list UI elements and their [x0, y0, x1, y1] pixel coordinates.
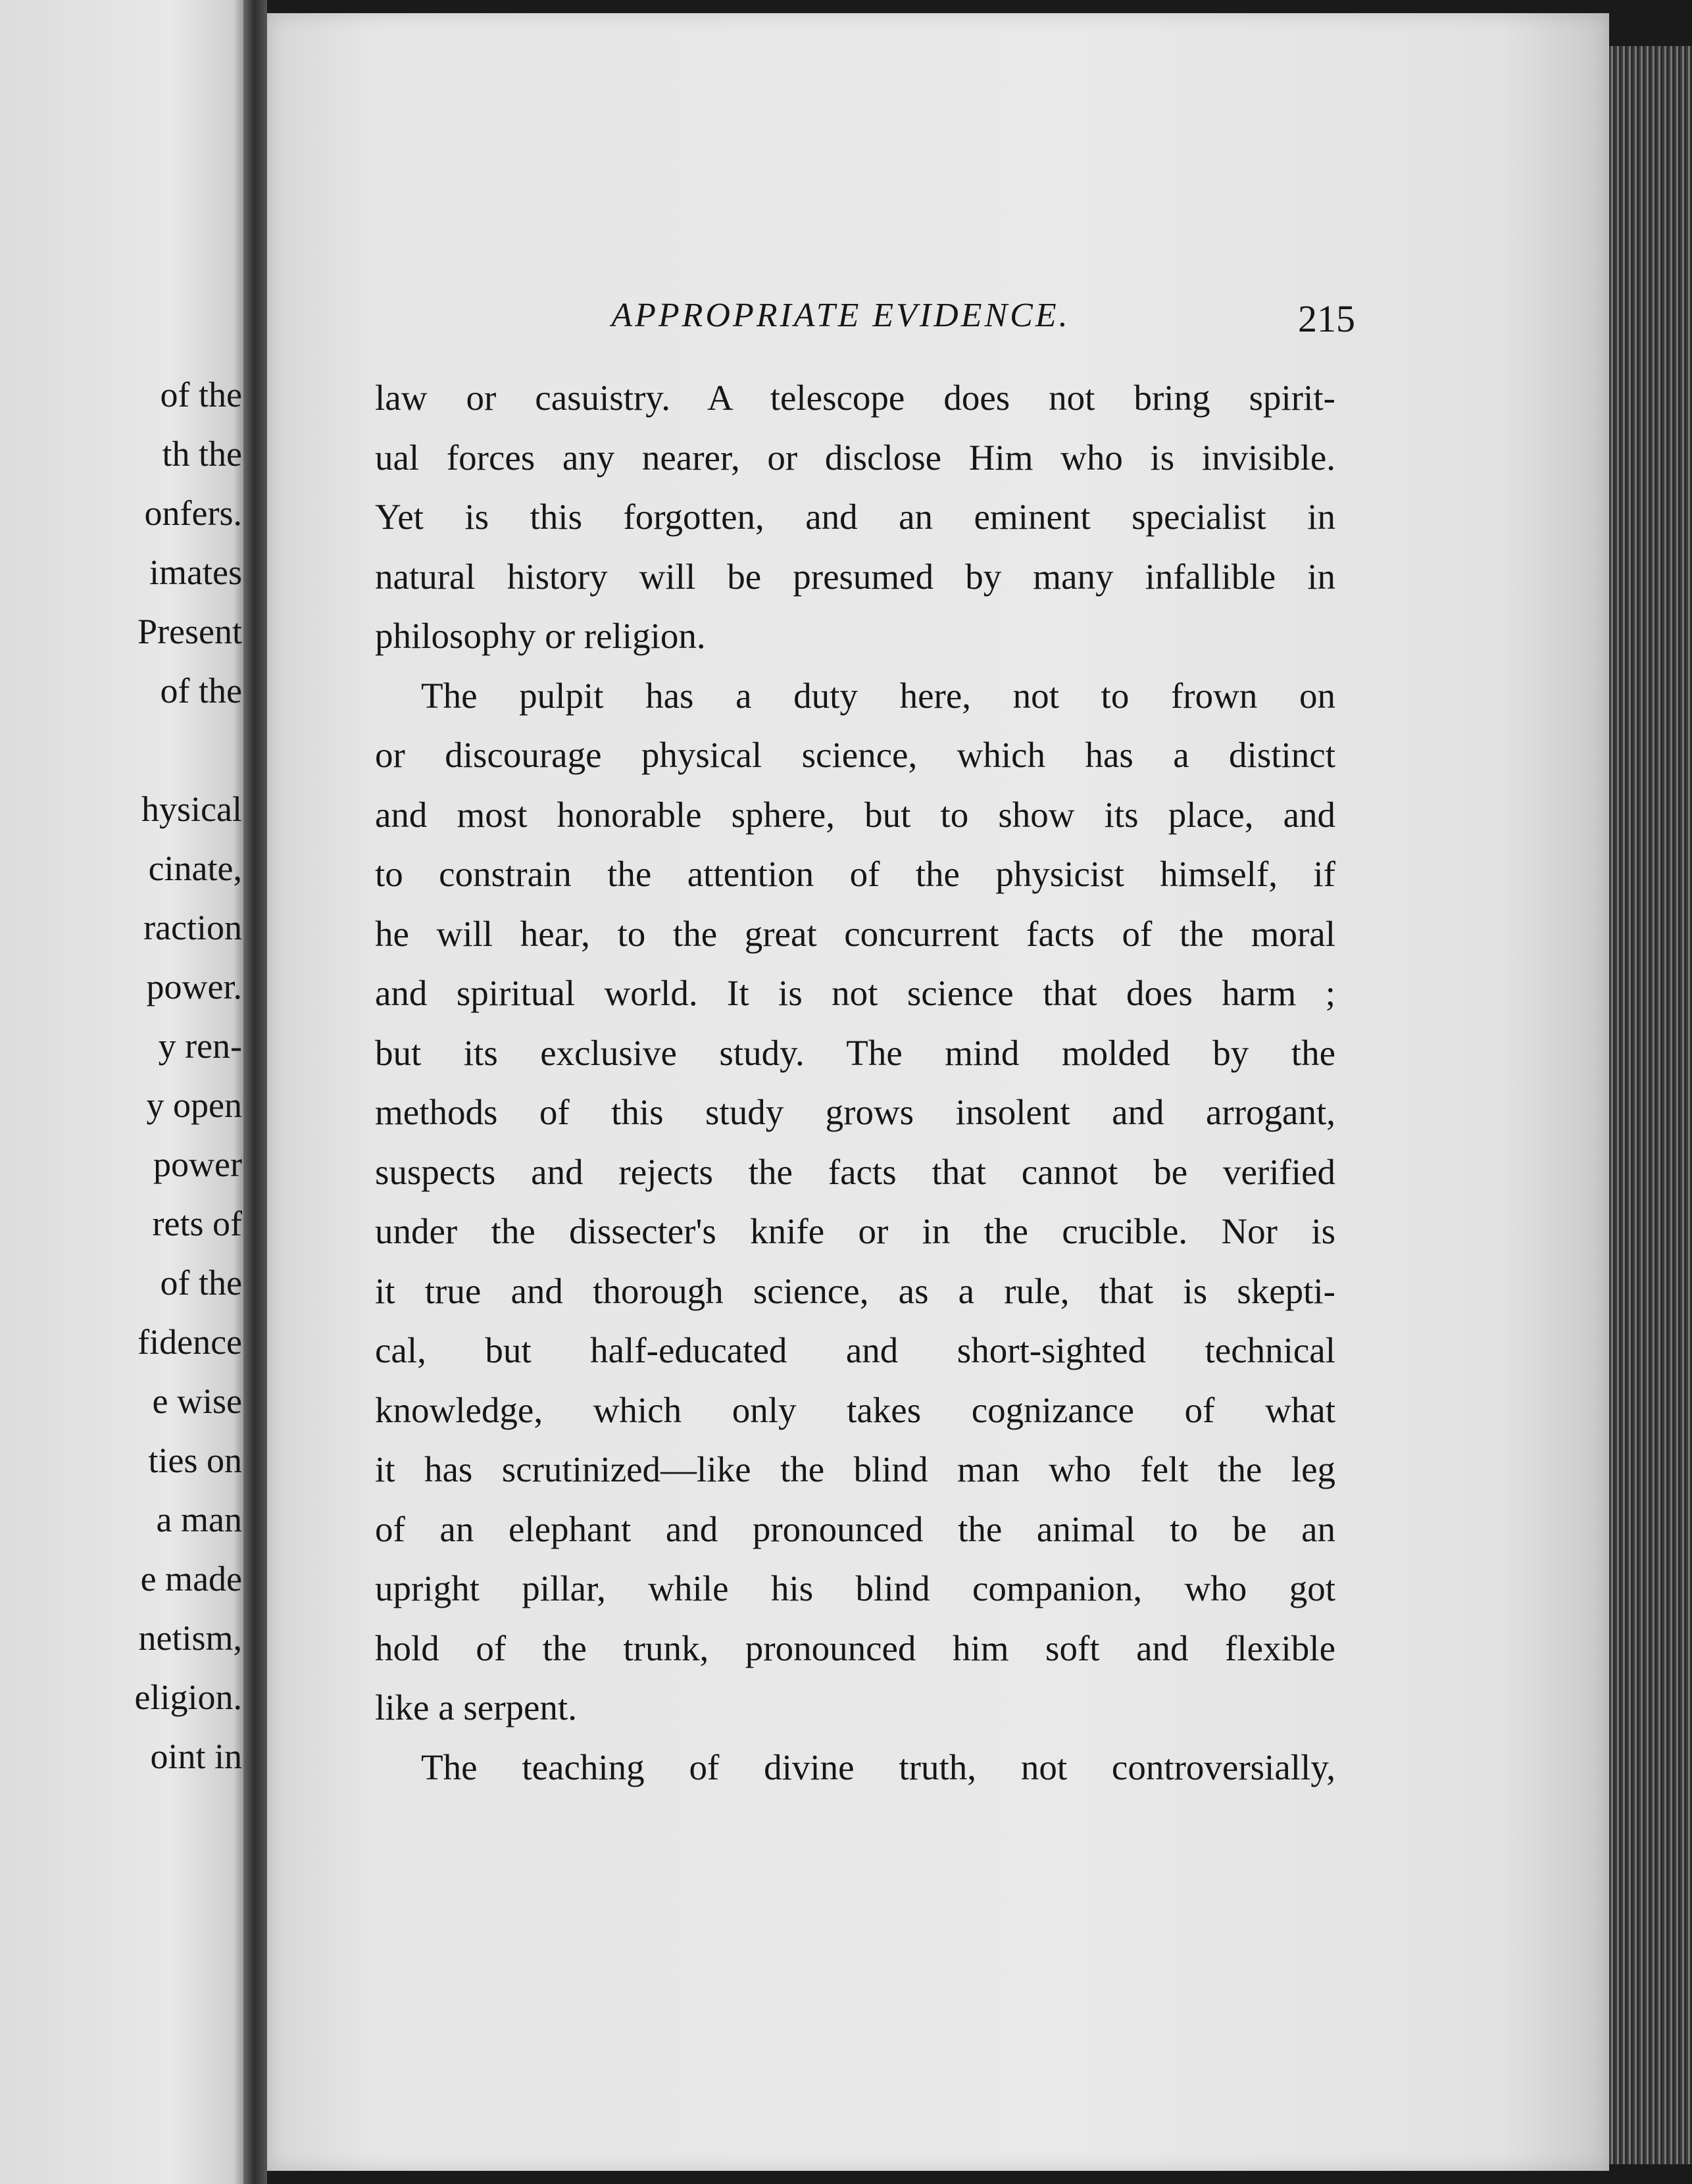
text-line: hold of the trunk, pronounced him soft and flexible	[375, 1627, 1335, 1668]
text-line: upright pillar, while his blind companion, who got	[375, 1568, 1335, 1608]
facing-line: of the	[160, 375, 242, 414]
facing-line: th the	[162, 434, 242, 474]
facing-page-text	[135, 365, 242, 1786]
facing-line: netism,	[138, 1618, 242, 1658]
facing-line: Present	[137, 612, 242, 651]
text-line: Yet is this forgotten, and an eminent specialist in	[375, 497, 1335, 537]
facing-line: imates	[149, 553, 242, 592]
facing-line	[135, 720, 242, 780]
facing-line: power.	[146, 967, 242, 1006]
text-line: law or casuistry. A telescope does not bring spirit-	[375, 378, 1335, 418]
text-line: it has scrutinized—like the blind man who felt the leg	[375, 1449, 1335, 1489]
facing-line: of the	[160, 1263, 242, 1303]
text-line: to constrain the attention of the physicist himself, if	[375, 854, 1335, 894]
text-line: and most honorable sphere, but to show its place, and	[375, 794, 1335, 835]
text-line: philosophy or religion.	[375, 616, 706, 656]
facing-line: rets of	[152, 1204, 242, 1243]
text-line: The pulpit has a duty here, not to frown on	[421, 675, 1335, 716]
facing-page-left	[0, 0, 243, 2184]
text-line: it true and thorough science, as a rule, that is skepti-	[375, 1270, 1335, 1311]
page-edge-stack	[1609, 46, 1692, 2164]
page-number: 215	[1298, 297, 1355, 340]
text-line: of an elephant and pronounced the animal to be an	[375, 1508, 1335, 1549]
text-line: or discourage physical science, which has a distinct	[375, 735, 1335, 775]
facing-line: fidence	[137, 1322, 242, 1362]
page-body-text	[375, 368, 1335, 1797]
book-gutter	[243, 0, 267, 2184]
facing-line: onfers.	[144, 493, 242, 533]
text-line: cal, but half-educated and short-sighted technical	[375, 1330, 1335, 1370]
facing-line: eligion.	[134, 1677, 242, 1717]
facing-line: power	[153, 1145, 242, 1184]
text-line: ual forces any nearer, or disclose Him who is invisible.	[375, 437, 1335, 478]
facing-line: oint in	[150, 1737, 242, 1776]
running-head: APPROPRIATE EVIDENCE.	[611, 297, 1070, 334]
facing-line: e wise	[152, 1381, 242, 1421]
facing-line: of the	[160, 671, 242, 710]
text-line: he will hear, to the great concurrent facts of the moral	[375, 913, 1335, 954]
text-line: natural history will be presumed by many infallible in	[375, 556, 1335, 597]
facing-line: y ren-	[158, 1026, 242, 1066]
facing-line: a man	[156, 1500, 242, 1539]
facing-line: hysical	[141, 789, 242, 829]
facing-line: e made	[140, 1559, 242, 1599]
facing-line: y open	[146, 1085, 242, 1125]
text-line: and spiritual world. It is not science that does harm ;	[375, 973, 1335, 1013]
text-line: under the dissecter's knife or in the crucible. Nor is	[375, 1211, 1335, 1251]
text-line: knowledge, which only takes cognizance of what	[375, 1389, 1335, 1430]
text-line: but its exclusive study. The mind molded by the	[375, 1032, 1335, 1073]
facing-line: cinate,	[148, 849, 242, 888]
text-line: like a serpent.	[375, 1687, 577, 1727]
facing-line: raction	[143, 908, 242, 947]
text-line: methods of this study grows insolent and arrogant,	[375, 1092, 1335, 1132]
text-line: suspects and rejects the facts that cannot be verified	[375, 1151, 1335, 1192]
facing-line: ties on	[148, 1441, 242, 1480]
text-line: The teaching of divine truth, not controversially,	[421, 1747, 1335, 1787]
